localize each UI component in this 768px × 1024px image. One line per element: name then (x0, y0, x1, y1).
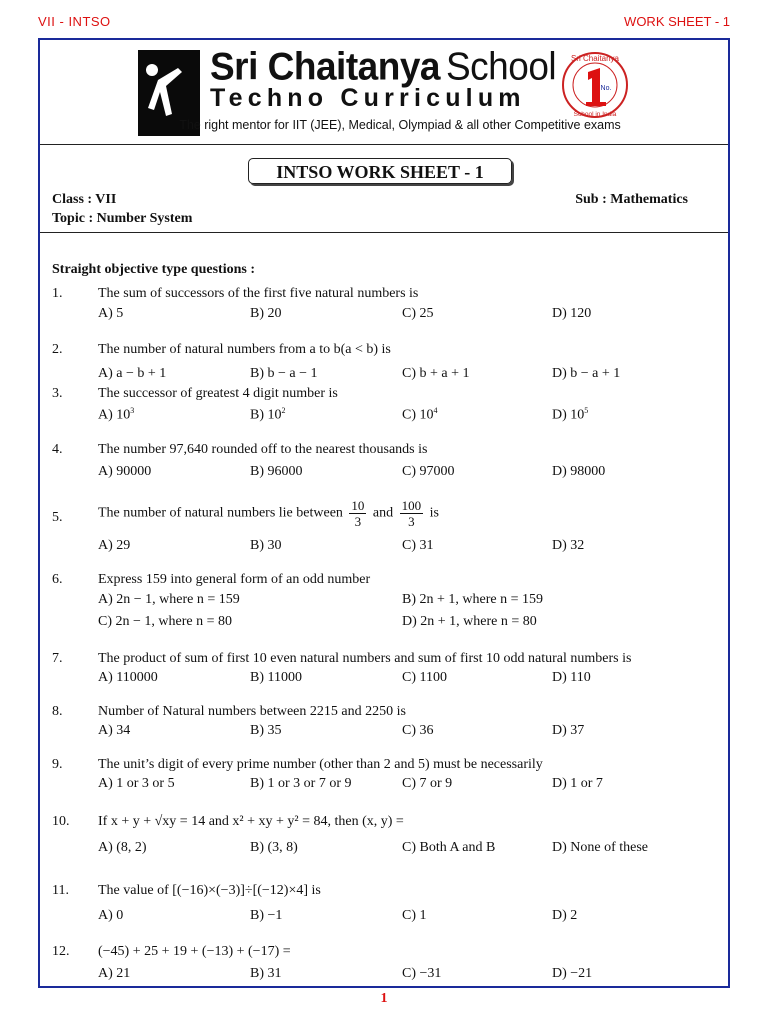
numerator: 100 (401, 498, 422, 513)
curriculum-name: Techno Curriculum (210, 84, 526, 112)
divider (40, 232, 728, 233)
option-d: D) 2 (552, 908, 578, 923)
exponent: 2 (281, 406, 286, 415)
option-d: D) 2n + 1, where n = 80 (402, 614, 537, 629)
option-d: D) 98000 (552, 464, 606, 479)
question-stem: The number of natural numbers from a to b(a < b) is (98, 342, 391, 357)
option-b: B) b − a − 1 (250, 366, 318, 381)
question-number: 1. (52, 286, 63, 301)
option-a: A) a − b + 1 (98, 366, 167, 381)
question-stem: The sum of successors of the first five natural numbers is (98, 286, 419, 301)
question-stem (98, 498, 439, 529)
option-d: D) None of these (552, 840, 649, 855)
divider (40, 144, 728, 145)
exponent: 3 (130, 406, 135, 415)
denominator: 3 (408, 514, 415, 529)
option-text: D) 10 (552, 407, 585, 423)
stem-text: is (429, 505, 439, 521)
subject-label: Sub : Mathematics (575, 192, 688, 207)
school-name (210, 45, 556, 89)
option-c: C) 31 (402, 538, 434, 553)
section-heading: Straight objective type questions : (52, 262, 255, 277)
question-stem: The number 97,640 rounded off to the nearest thousands is (98, 442, 428, 457)
option-b: B) 1 or 3 or 7 or 9 (250, 776, 352, 791)
option-b (250, 406, 286, 424)
worksheet-title: INTSO WORK SHEET - 1 (248, 158, 512, 184)
question-number: 6. (52, 572, 63, 587)
exponent: 5 (584, 406, 589, 415)
option-a: A) 5 (98, 306, 124, 321)
denominator: 3 (354, 514, 362, 529)
class-label: Class : VII (52, 192, 117, 207)
fraction (400, 498, 424, 529)
option-a: A) 34 (98, 723, 131, 738)
option-c: C) 1 (402, 908, 427, 923)
header-right: WORK SHEET - 1 (624, 14, 730, 29)
option-d: D) 37 (552, 723, 585, 738)
option-a: A) (8, 2) (98, 840, 147, 855)
question-number: 5. (52, 510, 63, 525)
option-b: B) 11000 (250, 670, 302, 685)
option-d: D) 1 or 7 (552, 776, 603, 791)
option-a: A) 21 (98, 966, 131, 981)
question-number: 7. (52, 651, 63, 666)
tagline: The right mentor for IIT (JEE), Medical, Olympiad & all other Competitive exams (179, 118, 621, 132)
option-b: B) 35 (250, 723, 282, 738)
page-number: 1 (380, 991, 388, 1006)
stem-text: The number of natural numbers lie between (98, 505, 343, 521)
question-stem: The product of sum of first 10 even natural numbers and sum of first 10 odd natural numbers is (98, 651, 632, 666)
option-b: B) 96000 (250, 464, 303, 479)
option-c: C) 7 or 9 (402, 776, 453, 791)
option-a: A) 2n − 1, where n = 159 (98, 592, 240, 607)
option-a: A) 110000 (98, 670, 158, 685)
option-d (552, 406, 588, 424)
option-d: D) b − a + 1 (552, 366, 621, 381)
exponent: 4 (433, 406, 438, 415)
option-d: D) 32 (552, 538, 585, 553)
school-name-regular: School (445, 44, 557, 88)
question-stem: If x + y + √xy = 14 and x² + xy + y² = 84, then (x, y) = (98, 814, 404, 829)
numerator: 10 (351, 498, 365, 513)
header-left: VII - INTSO (38, 14, 111, 29)
question-stem: The unit’s digit of every prime number (other than 2 and 5) must be necessarily (98, 757, 543, 772)
option-b: B) (3, 8) (250, 840, 298, 855)
option-c (402, 406, 438, 424)
option-d: D) −21 (552, 966, 593, 981)
option-b: B) 30 (250, 538, 282, 553)
option-text: A) 10 (98, 407, 131, 423)
option-text: B) 10 (250, 407, 282, 423)
question-number: 8. (52, 704, 63, 719)
no1-badge-icon (560, 50, 630, 120)
option-b: B) −1 (250, 908, 283, 923)
question-stem: The value of [(−16)×(−3)]÷[(−12)×4] is (98, 883, 321, 898)
school-name-bold: Sri Chaitanya (210, 44, 440, 88)
option-c: C) b + a + 1 (402, 366, 470, 381)
question-number: 12. (52, 944, 70, 959)
option-b: B) 2n + 1, where n = 159 (402, 592, 543, 607)
badge-no-text: No. (600, 85, 612, 92)
badge-bottom-text: School in India (573, 111, 617, 118)
option-d: D) 110 (552, 670, 591, 685)
option-b: B) 31 (250, 966, 282, 981)
question-number: 4. (52, 442, 63, 457)
option-c: C) 1100 (402, 670, 447, 685)
page-header (38, 14, 730, 30)
worksheet-frame (38, 38, 730, 988)
option-a: A) 0 (98, 908, 124, 923)
option-a: A) 1 or 3 or 5 (98, 776, 175, 791)
option-a (98, 406, 134, 424)
option-c: C) 25 (402, 306, 434, 321)
fraction (349, 498, 366, 529)
option-c: C) 97000 (402, 464, 455, 479)
option-text: C) 10 (402, 407, 434, 423)
stem-text: and (372, 505, 394, 521)
question-stem: Express 159 into general form of an odd number (98, 572, 371, 587)
option-c: C) Both A and B (402, 840, 496, 855)
topic-label: Topic : Number System (52, 211, 193, 226)
option-c: C) 36 (402, 723, 434, 738)
question-number: 3. (52, 386, 63, 401)
option-c: C) 2n − 1, where n = 80 (98, 614, 232, 629)
question-number: 9. (52, 757, 63, 772)
option-a: A) 29 (98, 538, 131, 553)
question-number: 2. (52, 342, 63, 357)
option-c: C) −31 (402, 966, 442, 981)
option-d: D) 120 (552, 306, 592, 321)
badge-top-text: Sri Chaitanya (570, 54, 620, 63)
question-stem: (−45) + 25 + 19 + (−13) + (−17) = (98, 944, 291, 959)
option-a: A) 90000 (98, 464, 152, 479)
question-number: 10. (52, 814, 70, 829)
question-stem: The successor of greatest 4 digit number is (98, 386, 338, 401)
option-b: B) 20 (250, 306, 282, 321)
question-number: 11. (52, 883, 69, 898)
question-stem: Number of Natural numbers between 2215 and 2250 is (98, 704, 406, 719)
